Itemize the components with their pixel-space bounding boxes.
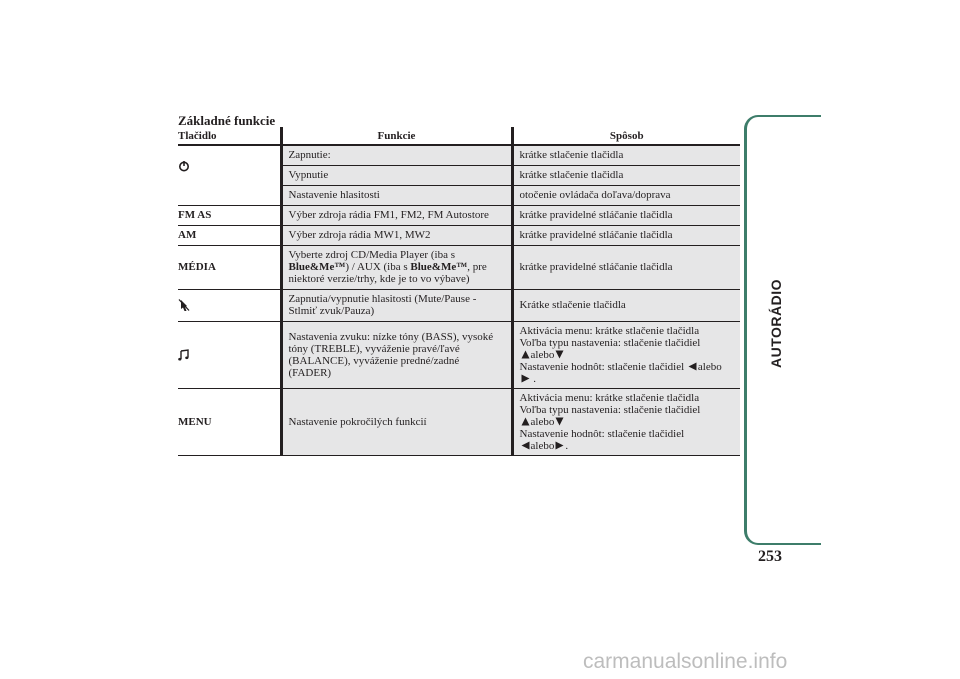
button-label: MENU: [178, 388, 281, 455]
table-row: [178, 205, 740, 225]
method-line: [520, 440, 735, 452]
method-cell: krátke stlačenie tlačidla: [512, 145, 740, 165]
table-header-row: [178, 127, 740, 145]
function-cell: Výber zdroja rádia FM1, FM2, FM Autostore: [281, 205, 512, 225]
arrow-up-icon: [521, 350, 530, 359]
method-cell: krátke stlačenie tlačidla: [512, 165, 740, 185]
chapter-label: AUTORÁDIO: [768, 278, 784, 368]
table-row: [178, 225, 740, 245]
brand-name: Blue&Me™: [288, 261, 346, 273]
arrow-right-icon: [521, 374, 530, 383]
or-text: alebo: [530, 415, 555, 428]
method-line: [520, 373, 735, 385]
function-cell: Vypnutie: [281, 165, 512, 185]
method-cell: krátke pravidelné stláčanie tlačidla: [512, 225, 740, 245]
power-icon: [178, 160, 190, 172]
method-line: Aktivácia menu: krátke stlačenie tlačidla: [519, 324, 700, 337]
arrow-left-icon: [521, 441, 530, 450]
method-cell: Krátke stlačenie tlačidla: [512, 289, 740, 321]
function-cell: [281, 245, 512, 289]
arrow-down-icon: [555, 417, 564, 426]
function-cell: Zapnutia/vypnutie hlasitosti (Mute/Pause - Stlmiť zvuk/Pauza): [281, 289, 512, 321]
button-cell: [178, 185, 281, 205]
brand-name: Blue&Me™: [410, 261, 468, 273]
button-cell: [178, 321, 281, 388]
method-line: Nastavenie hodnôt: stlačenie tlačidiel: [519, 427, 685, 440]
arrow-down-icon: [555, 350, 564, 359]
button-label: AM: [178, 225, 281, 245]
functions-table: [178, 127, 740, 456]
method-line: Voľba typu nastavenia: stlačenie tlačidiel: [519, 336, 701, 349]
method-cell: krátke pravidelné stláčanie tlačidla: [512, 245, 740, 289]
watermark: carmanualsonline.info: [583, 650, 788, 673]
method-line: [520, 349, 735, 361]
music-note-icon: [178, 349, 189, 361]
page-number: 253: [758, 548, 782, 565]
button-label: MÉDIA: [178, 245, 281, 289]
function-cell: Nastavenia zvuku: nízke tóny (BASS), vysoké tóny (TREBLE), vyváženie pravé/ľavé (BALANCE), vyváženie predné/zadné (FADER): [281, 321, 512, 388]
power-button-cell: [178, 145, 281, 185]
media-text-3: , pre niektoré verzie/trhy, kde je to vo výbave): [288, 261, 487, 285]
method-cell: [512, 321, 740, 388]
arrow-left-icon: [688, 362, 697, 371]
table-row: [178, 321, 740, 388]
method-cell: [512, 388, 740, 455]
method-line: Aktivácia menu: krátke stlačenie tlačidla: [519, 391, 700, 404]
function-cell: Výber zdroja rádia MW1, MW2: [281, 225, 512, 245]
section-title: Základné funkcie: [178, 113, 276, 128]
method-cell: otočenie ovládača doľava/doprava: [512, 185, 740, 205]
table-row: [178, 388, 740, 455]
or-text: alebo: [530, 348, 555, 361]
media-text-2: ) / AUX (iba s: [345, 261, 411, 273]
method-text: Nastavenie hodnôt: stlačenie tlačidiel: [519, 360, 685, 373]
end-text: .: [533, 372, 536, 385]
function-cell: Zapnutie:: [281, 145, 512, 165]
method-cell: krátke pravidelné stláčanie tlačidla: [512, 205, 740, 225]
method-line: [520, 416, 735, 428]
table-row: [178, 185, 740, 205]
or-text: alebo: [697, 360, 722, 373]
arrow-up-icon: [521, 417, 530, 426]
arrow-right-icon: [555, 441, 564, 450]
or-text: alebo: [530, 439, 555, 452]
table-row: [178, 145, 740, 165]
header-method: Spôsob: [512, 127, 740, 145]
button-label: FM AS: [178, 205, 281, 225]
function-cell: Nastavenie pokročilých funkcií: [281, 388, 512, 455]
end-text: .: [565, 439, 569, 452]
button-cell: [178, 289, 281, 321]
header-button: Tlačidlo: [178, 127, 281, 145]
method-line: Voľba typu nastavenia: stlačenie tlačidiel: [519, 403, 701, 416]
table-row: [178, 289, 740, 321]
method-line: [520, 361, 735, 373]
mute-icon: [178, 298, 190, 312]
table-row: [178, 245, 740, 289]
header-function: Funkcie: [281, 127, 512, 145]
function-cell: Nastavenie hlasitosti: [281, 185, 512, 205]
media-text-1: Vyberte zdroj CD/Media Player (iba s: [288, 249, 455, 261]
